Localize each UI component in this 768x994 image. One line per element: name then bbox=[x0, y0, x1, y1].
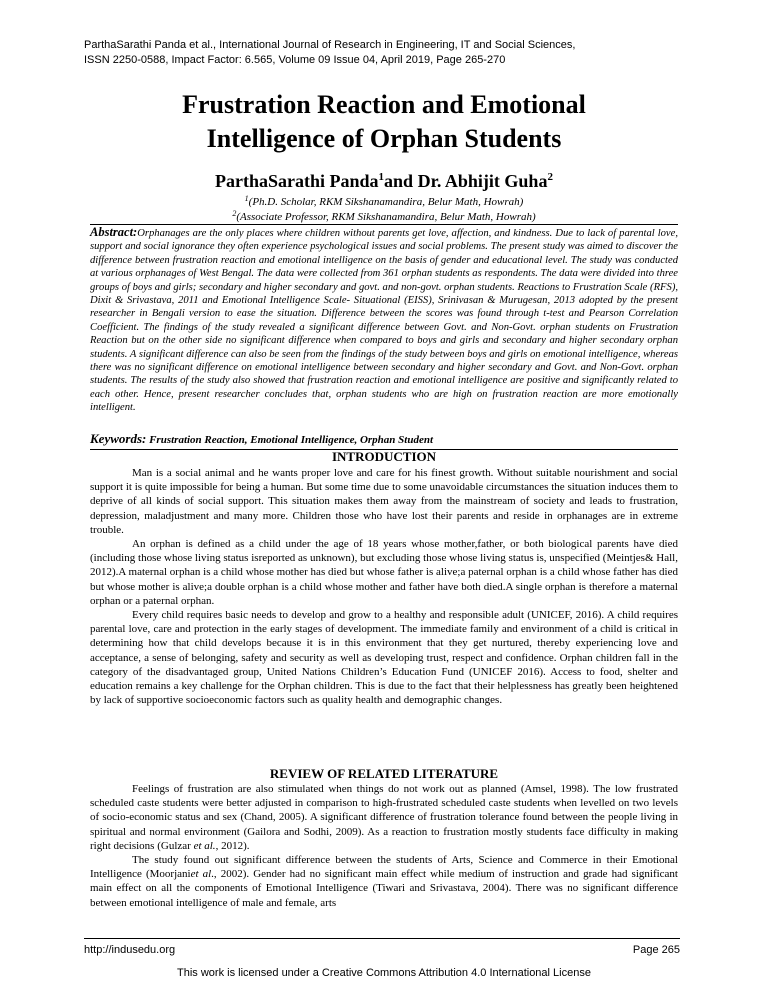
keywords bbox=[90, 431, 678, 450]
review-p1-text-a: Feelings of frustration are also stimulated when things do not work out as planned (Amsel, 1998). The low frustrated scheduled caste students were better adjusted in comparison to high-frustrated scheduled caste students when levelled on two levels of socio-economic status and sex (Chand, 2005). A significant difference of frustration tolerance found between the people living in spiritual and normal environment (Gailora and Sodhi, 2009). As a reaction to frustration mostly students face difficulty in making right decisions (Gulzar bbox=[90, 783, 678, 852]
affiliation-2-superscript: 2 bbox=[232, 209, 237, 218]
review-heading: REVIEW OF RELATED LITERATURE bbox=[269, 766, 499, 781]
review-p2-italic: et al bbox=[190, 868, 212, 881]
review-p2-text-a: The study found out significant difference between the students of Arts, Science and Commerce in their Emotional Intelligence (Moorjani bbox=[90, 854, 678, 881]
affiliation-2-text: (Associate Professor, RKM Sikshanamandira, Belur Math, Howrah) bbox=[236, 211, 536, 223]
review-paragraph-2 bbox=[90, 853, 678, 910]
author-1-name: ParthaSarathi Panda bbox=[215, 171, 379, 191]
running-header bbox=[84, 38, 684, 68]
header-line-1: ParthaSarathi Panda et al., International Journal of Research in Engineering, IT and Social Sciences, bbox=[84, 39, 576, 51]
affiliation-2 bbox=[90, 210, 678, 224]
affiliation-1-superscript: 1 bbox=[244, 194, 249, 203]
introduction-heading: INTRODUCTION bbox=[331, 449, 436, 464]
page-number: Page 265 bbox=[632, 944, 680, 956]
author-line bbox=[90, 170, 678, 192]
keywords-text: Frustration Reaction, Emotional Intelligence, Orphan Student bbox=[149, 434, 434, 446]
paper-title bbox=[90, 88, 678, 156]
author-connector: and Dr. Abhijit Guha bbox=[384, 171, 548, 191]
introduction-body bbox=[90, 466, 678, 707]
introduction-paragraph: Every child requires basic needs to develop and grow to a healthy and responsible adult (UNICEF, 2016). A child requires parental love, care and protection in the early stages of development. The immediate family and environment of a child is critical in determining how that child develops because it is in this environment that they get nurtured, thereby experiencing love and acceptance, a sense of belonging, safety and security as well as developing trust, respect and confidence. Orphan children fall in the category of the disadvantaged group, United Nations Children’s Education Fund (UNICEF 2016). Access to food, shelter and education remains a key challenge for the Orphan children. This is due to the fact that their helplessness has greatly been heightened by lack of supportive socioeconomic factors such as quality health and demographic changes. bbox=[90, 609, 678, 707]
introduction-paragraph: An orphan is defined as a child under the age of 18 years whose mother,father, or both biological parents have died (including those whose living status isreported as unknown), but excluding those whose living status is, unspecified (Meintjes& Hall, 2012).A maternal orphan is a child whose mother has died but whose father is alive;a paternal orphan is a child whose father has died but whose mother is alive;a double orphan is a child whose mother and father have both died.A single orphan is therefore a maternal orphan or a paternal orphan. bbox=[90, 538, 678, 607]
license-notice: This work is licensed under a Creative Commons Attribution 4.0 International License bbox=[177, 967, 591, 979]
review-p1-italic: et al. bbox=[193, 839, 216, 852]
abstract-label: Abstract: bbox=[90, 225, 138, 239]
introduction-paragraph: Man is a social animal and he wants proper love and care for his finest growth. Without suitable nourishment and social support it is quite impossible for being a human. But some time due to some unavoidable circumstances the situation induces them to deprive of all kinds of social support. This situation makes them away from the mainstream of society and leads to frustration, depression, maladjustment and many more. Children those who have lost their parents and reside in orphanages are in extreme trouble. bbox=[90, 467, 678, 536]
abstract-text: Orphanages are the only places where children without parents get love, affection, and kindness. Due to lack of parental love, support and social ignorance they often experience psychological issues and social problems. The present study was aimed to discover the difference between frustration reaction and emotional intelligence on the basis of gender and educational level. The study was conducted at various orphanages of West Bengal. The data were collected from 361 orphan students as respondents. The data were divided into three groups of boys and girls; secondary and higher secondary and govt. and non-govt. orphan students. Reactions to Frustration Scale (RFS), Dixit & Srivastava, 2011 and Emotional Intelligence Scale- Situational (EISS), Srinivasan & Murugesan, 2013 adopted by the present researcher in Bengali version to ease the situation. Difference between the scores was found through t-test and Pearson Correlation Coefficient. The findings of the study revealed a significant difference between Govt. and Non-Govt. orphan students on Frustration Reaction but on the other side no significant difference when compared to boys and girls and secondary and higher secondary orphan students. A significant difference can also be seen from the findings of the study between boys and girls on emotional intelligence, whereas there was no significant difference on emotional intelligence between secondary and higher secondary and Govt. and Non-Govt. orphan students. The results of the study also showed that frustration reaction and emotional intelligence are positive and significantly related to each other. Hence, present researcher concludes that, orphan students who are high on frustration reaction are more emotionally intelligent. bbox=[90, 228, 678, 414]
review-body bbox=[90, 782, 678, 910]
header-line-2: ISSN 2250-0588, Impact Factor: 6.565, Volume 09 Issue 04, April 2019, Page 265-270 bbox=[84, 54, 506, 66]
affiliation-1-text: (Ph.D. Scholar, RKM Sikshanamandira, Belur Math, Howrah) bbox=[248, 196, 524, 208]
author-1-superscript: 1 bbox=[378, 171, 385, 183]
review-p1-text-b: , 2012). bbox=[215, 839, 250, 852]
review-p2-text-b: ., 2002). Gender had no significant main effect while medium of instruction and grade had significant main effect on all the components of Emotional Intelligence (Tiwari and Srivastava, 2004). There was no significant difference between emotional intelligence of male and female, arts bbox=[90, 868, 678, 909]
author-2-superscript: 2 bbox=[547, 171, 553, 183]
keywords-label: Keywords: bbox=[90, 431, 147, 446]
abstract bbox=[90, 224, 678, 415]
title-line-1: Frustration Reaction and Emotional bbox=[182, 90, 586, 119]
review-paragraph-1 bbox=[90, 782, 678, 853]
footer-url[interactable]: http://indusedu.org bbox=[84, 944, 176, 956]
title-line-2: Intelligence of Orphan Students bbox=[206, 124, 562, 153]
footer-divider bbox=[84, 938, 680, 939]
affiliation-1 bbox=[90, 195, 678, 209]
